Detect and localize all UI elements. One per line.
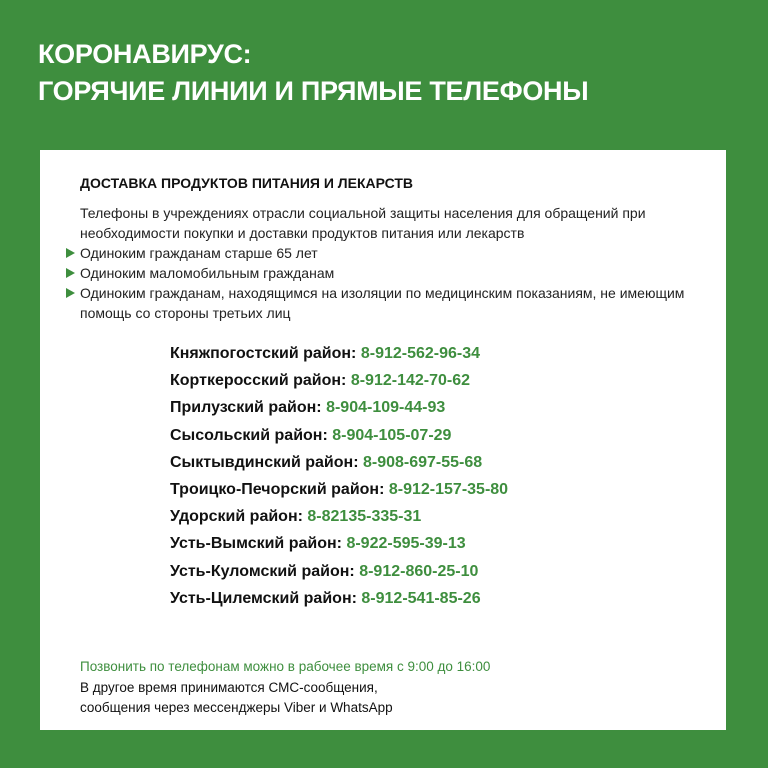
phone-number[interactable]: 8-912-142-70-62 bbox=[350, 372, 471, 390]
district-name: Прилузский район: bbox=[170, 399, 322, 417]
district-name: Корткеросский район: bbox=[170, 372, 347, 390]
list-item bbox=[66, 243, 706, 263]
after-hours-line: сообщения через мессенджеры Viber и WhatsApp bbox=[80, 700, 393, 715]
district-name: Усть-Куломский район: bbox=[170, 562, 355, 580]
working-hours-note: Позвонить по телефонам можно в рабочее время с 9:00 до 16:00 bbox=[80, 659, 491, 674]
district-row bbox=[170, 449, 508, 476]
section-intro: Телефоны в учреждениях отрасли социальной защиты населения для обращений при необходимости покупки и доставки продуктов питания или лекарств bbox=[80, 205, 646, 241]
eligibility-list bbox=[66, 243, 706, 323]
phone-number[interactable]: 8-904-109-44-93 bbox=[326, 399, 446, 417]
district-name: Сысольский район: bbox=[170, 426, 328, 444]
phone-number[interactable]: 8-922-595-39-13 bbox=[346, 535, 466, 553]
district-name: Удорский район: bbox=[170, 508, 303, 526]
phone-number[interactable]: 8-82135-335-31 bbox=[307, 508, 422, 526]
district-row bbox=[170, 367, 508, 394]
section-title: ДОСТАВКА ПРОДУКТОВ ПИТАНИЯ И ЛЕКАРСТВ bbox=[80, 175, 414, 191]
triangle-right-icon bbox=[66, 288, 75, 298]
district-row bbox=[170, 558, 508, 585]
phone-number[interactable]: 8-912-541-85-26 bbox=[361, 589, 481, 607]
list-item bbox=[66, 263, 706, 283]
district-name: Княжпогостский район: bbox=[170, 345, 357, 362]
phone-number[interactable]: 8-904-105-07-29 bbox=[332, 426, 452, 444]
district-row bbox=[170, 503, 508, 530]
district-name: Усть-Вымский район: bbox=[170, 535, 342, 553]
list-item-text: Одиноким гражданам старше 65 лет bbox=[80, 245, 318, 261]
district-row bbox=[170, 585, 508, 612]
district-name: Сыктывдинский район: bbox=[170, 453, 359, 471]
triangle-right-icon bbox=[66, 268, 75, 278]
list-item bbox=[66, 283, 706, 323]
triangle-right-icon bbox=[66, 248, 75, 258]
list-item-text: Одиноким гражданам, находящимся на изоляции по медицинским показаниям, не имеющим помощь со стороны третьих лиц bbox=[80, 285, 685, 321]
phone-number[interactable]: 8-912-157-35-80 bbox=[388, 480, 509, 498]
district-row bbox=[170, 530, 508, 557]
title-line-1: КОРОНАВИРУС: bbox=[38, 39, 252, 69]
district-row bbox=[170, 476, 508, 503]
district-row bbox=[170, 422, 508, 449]
district-phone-list bbox=[170, 340, 508, 612]
district-name: Троицко-Печорский район: bbox=[170, 480, 385, 498]
phone-number[interactable]: 8-912-860-25-10 bbox=[359, 562, 479, 580]
list-item-text: Одиноким маломобильным гражданам bbox=[80, 265, 335, 281]
title-line-2: ГОРЯЧИЕ ЛИНИИ И ПРЯМЫЕ ТЕЛЕФОНЫ bbox=[38, 76, 589, 106]
after-hours-line: В другое время принимаются СМС-сообщения, bbox=[80, 680, 378, 695]
phone-number[interactable]: 8-908-697-55-68 bbox=[362, 453, 483, 471]
page-title bbox=[38, 36, 738, 110]
phone-number[interactable]: 8-912-562-96-34 bbox=[360, 345, 481, 362]
content-card bbox=[40, 150, 726, 730]
district-name: Усть-Цилемский район: bbox=[170, 589, 357, 607]
district-row bbox=[170, 394, 508, 421]
district-row bbox=[170, 340, 508, 367]
after-hours-note bbox=[80, 678, 393, 718]
